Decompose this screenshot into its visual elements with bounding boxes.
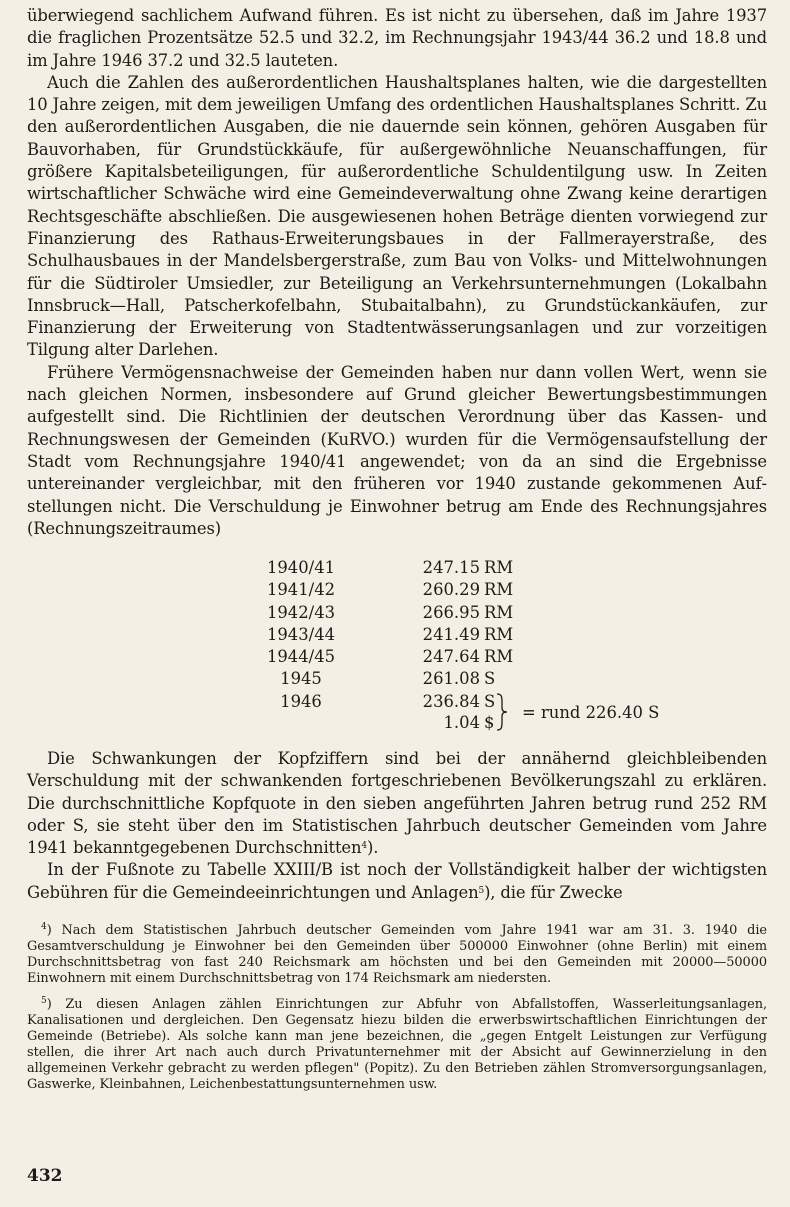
paragraph-text: Die Schwankungen der Kopfziffern sind bei der annähernd gleichbleibenden Verschuldung mit der schwankenden fortgeschriebenen Bevölkerungszahl zu erklären. Die durchschnittliche Kopfquote in den sieben angeführten Jahren betrug rund 252 RM oder S, sie steht über den im Statistischen Jahrbuch deutscher Gemeinden vom Jahre 1941 bekanntgegebenen Durchschnitten	[27, 749, 767, 858]
main-text-top	[27, 5, 767, 540]
year-cell: 1944/45	[266, 647, 336, 667]
footnotes	[27, 923, 767, 1103]
paragraph-continued: überwiegend sachlichem Aufwand führen. Es ist nicht zu übersehen, daß im Jahre 1937 die fraglichen Prozentsätze 52.5 und 32.2, im Rechnungsjahr 1943/44 36.2 und 18.8 und im Jahre 1946 37.2 und 32.5 lauteten.	[27, 6, 767, 70]
paragraph-fees	[27, 859, 767, 904]
currency-unit: RM	[484, 558, 514, 577]
paragraph-text: In der Fußnote zu Tabelle XXIII/B ist noch der Vollständigkeit halber der wichtigsten Gebühren für die Gemeindeeinrichtungen und Anlagen	[27, 860, 767, 902]
year-cell: 1943/44	[266, 624, 336, 644]
footnote-marker: 4	[41, 922, 47, 932]
amount-cell	[406, 557, 516, 579]
currency-unit: S	[484, 691, 496, 711]
currency-unit: RM	[484, 647, 514, 667]
amount-value: 1.04	[443, 712, 480, 732]
page-number: 432	[27, 1166, 63, 1186]
currency-unit: RM	[484, 580, 514, 600]
footnote-text: ) Zu diesen Anlagen zählen Einrichtungen zur Abfuhr von Abfallstoffen, Wasserleitungsanlagen, Kanalisationen und dergleichen. Den Gegensatz hiezu bilden die erwerbswirtschaftlichen Einrichtungen der Gemeinde (Betriebe). Als solche kann man jene bezeichnen, die „gegen Entgelt Leistungen zur Verfügung stellen, die ihrer Art nach auch durch Privatunternehmer mit der Absicht auf Gewinnerzielung in den allgemeinen Verkehr gebracht zu werden pflegen" (Popitz). Zu den Betrieben zählen Stromversorgungsanlagen, Gaswerke, Kleinbahnen, Leichenbestattungsunternehmen usw.	[27, 997, 767, 1092]
paragraph-text: ).	[366, 838, 379, 858]
amount-cell	[406, 624, 516, 646]
currency-unit: RM	[484, 602, 514, 622]
amount-value: 247.15	[422, 558, 480, 577]
amount-cell	[406, 602, 516, 624]
year-cell: 1942/43	[266, 602, 336, 622]
footnote-ref-4: 4	[361, 841, 367, 852]
main-text-bottom	[27, 748, 767, 904]
amount-cell	[406, 668, 516, 690]
paragraph-asset-statements: Frühere Vermögensnachweise der Gemeinden haben nur dann vollen Wert, wenn sie nach gleichen Normen, insbesondere auf Grund gleicher Bewertungsbestimmungen aufgestellt sind. Die Richtlinien der deutschen Verordnung über das Kassen- und Rechnungswesen der Gemeinden (KuRVO.) wurden für die Vermögensaufstellung der Stadt vom Rechnungsjahre 1940/41 angewendet; von da an sind die Ergebnisse untereinander vergleichbar, mit den früheren vor 1940 zustande gekommenen Aufstellungen nicht. Die Verschuldung je Einwohner betrug am Ende des Rechnungsjahres (Rechnungszeitraumes)	[27, 362, 767, 538]
year-cell: 1940/41	[266, 558, 336, 577]
footnote-5	[27, 997, 767, 1093]
paragraph-fluctuations	[27, 748, 767, 859]
footnote-marker: 5	[41, 996, 47, 1006]
footnote-text: ) Nach dem Statistischen Jahrbuch deutscher Gemeinden vom Jahre 1941 war am 31. 3. 1940 die Gesamtverschuldung je Einwohner bei den Gemeinden über 500000 Einwohner (ohne Berlin) mit einem Durchschnittsbetrag von fast 240 Reichsmark am höchsten und bei den Gemeinden mit 20000—50000 Einwohnern mit einem Durchschnittsbetrag von 174 Reichsmark am niedersten.	[27, 923, 767, 986]
amount-value: 236.84	[422, 691, 480, 711]
amount-value: 241.49	[422, 624, 480, 644]
amount-value: 261.08	[422, 669, 480, 689]
amount-cell	[406, 579, 516, 601]
paragraph-extraordinary-budget: Auch die Zahlen des außerordentlichen Haushaltsplanes halten, wie die dargestellten 10 Jahre zeigen, mit dem jeweiligen Umfang des ordentlichen Haushaltsplanes Schritt. Zu den außerordentlichen Ausgaben, die nie dauernde sein können, gehören Ausgaben für Bauvorhaben, für Grundstückkäufe, für außergewöhnliche Neuanschaffungen, für größere Kapitalsbeteiligungen, für außerordentliche Schuldentilgung usw. In Zeiten wirtschaftlicher Schwäche wird eine Gemeindeverwaltung ohne Zwang keine derartigen Rechtsgeschäfte abschließen. Die ausgewiesenen hohen Beträge dienten vorwiegend zur Finanzierung des Rathaus-Erweiterungsbaues in der Fallmerayerstraße, des Schulhausbaues in der Mandelsbergerstraße, zum Bau von Volks- und Mittelwohnungen für die Südtiroler Umsiedler, zur Beteiligung an Verkehrsunternehmungen (Lokalbahn Innsbruck—Hall, Patscherkofelbahn, Stubaitalbahn), zu Grundstückankäufen, zur Finanzierung der Erweiterung von Stadtentwässerungsanlagen und zur vorzeitigen Tilgung alter Darlehen.	[27, 72, 767, 360]
footnote-4	[27, 923, 767, 987]
year-cell: 1945	[280, 669, 322, 689]
paragraph-text: ), die für Zwecke	[484, 882, 623, 902]
year-cell: 1941/42	[266, 580, 336, 600]
footnote-ref-5: 5	[478, 885, 485, 896]
rounded-total: = rund 226.40 S	[522, 702, 660, 722]
year-cell: 1946	[280, 691, 322, 711]
right-brace-icon	[495, 693, 509, 731]
currency-unit: RM	[484, 624, 514, 644]
amount-cell	[406, 646, 516, 668]
amount-value: 266.95	[422, 602, 480, 622]
amount-value: 247.64	[422, 647, 480, 667]
currency-unit: S	[484, 669, 496, 689]
currency-unit: $	[484, 712, 495, 732]
amount-value: 260.29	[422, 580, 480, 600]
